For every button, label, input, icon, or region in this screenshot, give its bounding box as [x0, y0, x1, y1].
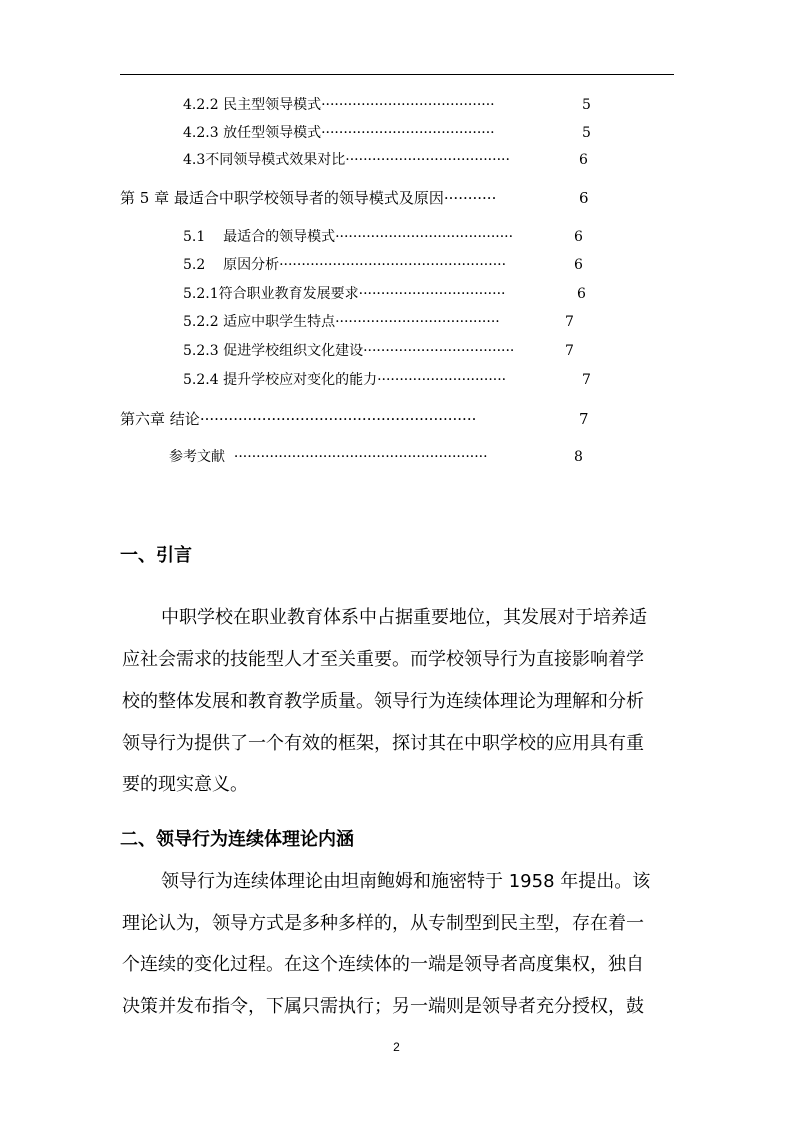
toc-entry[interactable] [183, 227, 593, 247]
toc-entry[interactable] [183, 312, 593, 332]
toc-number: 4.3 [183, 152, 206, 168]
toc-leader: ································· [358, 286, 506, 302]
toc-number: 第 5 章 [120, 189, 170, 207]
toc-leader: ········································ [335, 229, 514, 245]
toc-entry[interactable] [183, 370, 593, 390]
toc-entry[interactable] [183, 341, 593, 361]
paragraph-line: 决策并发布指令，下属只需执行；另一端则是领导者充分授权，鼓 [122, 996, 644, 1017]
toc-page: 6 [574, 257, 583, 273]
toc-title: 符合职业教育发展要求 [218, 286, 359, 302]
toc-entry[interactable] [183, 255, 593, 275]
toc-page: 6 [579, 189, 589, 207]
toc-page: 7 [565, 343, 574, 359]
toc-page: 8 [574, 449, 583, 465]
toc-leader: ····························· [377, 372, 507, 388]
toc-title: 民主型领导模式 [223, 97, 322, 113]
toc-entry[interactable] [183, 123, 593, 143]
toc-entry[interactable] [183, 95, 593, 115]
toc-title: 放任型领导模式 [223, 125, 322, 141]
section-heading: 一、引言 [120, 545, 192, 566]
toc-entry[interactable] [120, 188, 593, 208]
toc-leader: ····································· [335, 314, 500, 330]
paragraph-line: 要的现实意义。 [122, 774, 248, 795]
paragraph-line: 中职学校在职业教育体系中占据重要地位，其发展对于培养适 [161, 607, 647, 628]
toc-page: 7 [582, 372, 591, 388]
toc-number: 5.2.1 [183, 286, 219, 302]
paragraph-line: 理论认为，领导方式是多种多样的，从专制型到民主型，存在着一 [122, 913, 644, 934]
section-heading: 二、领导行为连续体理论内涵 [120, 829, 354, 850]
toc-leader: ························································· [233, 449, 488, 465]
toc-page: 7 [579, 410, 589, 428]
toc-page: 6 [579, 152, 588, 168]
toc-number: 5.1 [183, 229, 206, 245]
toc-entry[interactable] [169, 447, 593, 467]
toc-entry[interactable] [120, 409, 593, 429]
page-number: 2 [393, 1040, 400, 1054]
toc-title: 结论 [169, 410, 200, 428]
toc-title: 不同领导模式效果对比 [205, 152, 346, 168]
toc-page: 6 [574, 229, 583, 245]
paragraph-line: 校的整体发展和教育教学质量。领导行为连续体理论为理解和分析 [122, 691, 644, 712]
toc-entry[interactable] [183, 284, 593, 304]
toc-title: 参考文献 [169, 449, 225, 465]
toc-leader: ······································· [321, 125, 495, 141]
toc-page: 5 [582, 97, 591, 113]
toc-page: 7 [565, 314, 574, 330]
toc-number: 4.2.3 [183, 125, 219, 141]
toc-title: 原因分析 [223, 257, 280, 273]
toc-leader: ·································· [363, 343, 515, 359]
paragraph-line: 应社会需求的技能型人才至关重要。而学校领导行为直接影响着学 [122, 649, 644, 670]
toc-title: 最适合的领导模式 [223, 229, 336, 245]
toc-number: 5.2.2 [183, 314, 219, 330]
paragraph-line: 个连续的变化过程。在这个连续体的一端是领导者高度集权，独自 [122, 954, 644, 975]
toc-leader: ··················································· [279, 257, 507, 273]
paragraph-line: 领导行为连续体理论由坦南鲍姆和施密特于 1958 年提出。该 [161, 871, 651, 892]
toc-number: 5.2.4 [183, 372, 219, 388]
paragraph-line: 领导行为提供了一个有效的框架，探讨其在中职学校的应用具有重 [122, 733, 644, 754]
toc-page: 6 [577, 286, 586, 302]
toc-number: 5.2.3 [183, 343, 219, 359]
toc-page: 5 [582, 125, 591, 141]
toc-number: 5.2 [183, 257, 206, 273]
toc-leader: ··········· [443, 189, 497, 207]
toc-title: 提升学校应对变化的能力 [223, 372, 378, 388]
toc-title: 促进学校组织文化建设 [223, 343, 364, 359]
toc-entry[interactable] [183, 150, 593, 170]
toc-leader: ·························································· [199, 410, 477, 428]
header-rule [120, 74, 674, 75]
toc-title: 最适合中职学校领导者的领导模式及原因 [173, 189, 444, 207]
toc-leader: ····································· [345, 152, 510, 168]
toc-number: 4.2.2 [183, 97, 219, 113]
toc-number: 第六章 [120, 410, 166, 428]
toc-leader: ······································· [321, 97, 495, 113]
toc-title: 适应中职学生特点 [223, 314, 336, 330]
